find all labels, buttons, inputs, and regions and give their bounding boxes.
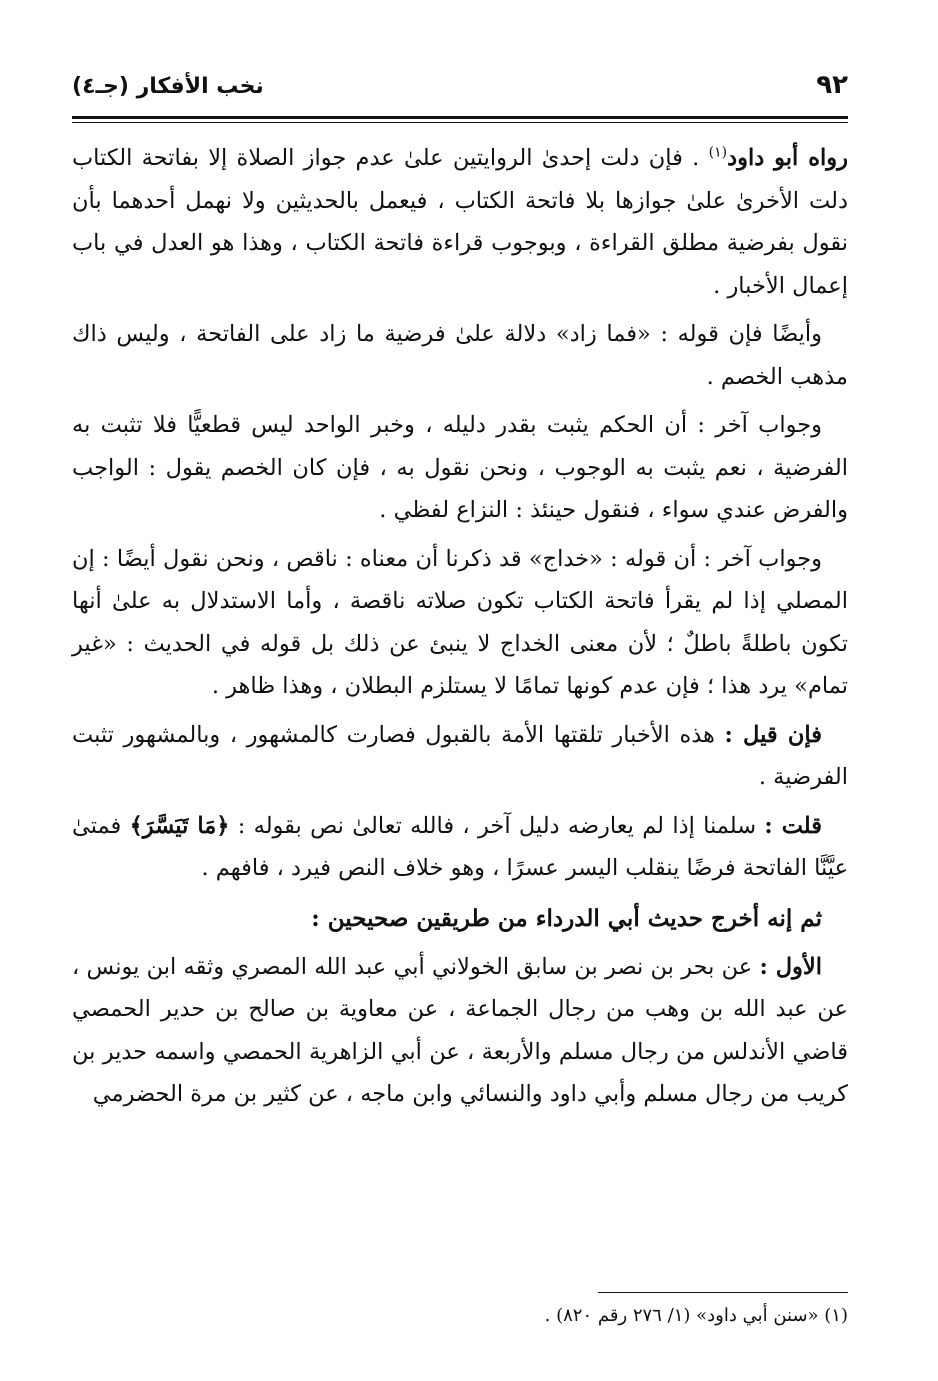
running-header <box>72 70 848 110</box>
paragraph-3: وجواب آخر : أن الحكم يثبت بقدر دليله ، وخبر الواحد ليس قطعيًّا فلا تثبت به الفرضية ، نعم يثبت به الوجوب ، ونحن نقول به ، فإن كان الخصم يقول : الواجب والفرض عندي سواء ، فنقول حينئذ : النزاع لفظي . <box>72 412 848 523</box>
quran-quote: ﴿مَا تَيَسَّرَ﴾ <box>129 812 230 839</box>
paragraph-5-text: هذه الأخبار تلقتها الأمة بالقبول فصارت كالمشهور ، وبالمشهور تثبت الفرضية . <box>72 721 848 790</box>
header-rule-thin <box>72 122 848 123</box>
paragraph-6 <box>72 805 848 890</box>
footnote-reference: (١) <box>708 144 728 161</box>
footnotes <box>72 1302 848 1330</box>
paragraph-1-lead: رواه أبو داود <box>727 145 848 171</box>
paragraph-5 <box>72 714 848 799</box>
paragraph-7-lead: الأول : <box>759 953 823 980</box>
book-page <box>72 70 848 1360</box>
footnote-separator <box>598 1292 848 1293</box>
page-number: ٩٢ <box>816 70 848 100</box>
book-title: نخب الأفكار (جـ٤) <box>72 74 264 99</box>
paragraph-5-lead: فإن قيل : <box>724 721 822 748</box>
paragraph-1 <box>72 137 848 307</box>
paragraph-6-text-before: سلمنا إذا لم يعارضه دليل آخر ، فالله تعالىٰ نص بقوله : <box>229 812 765 839</box>
paragraph-7-text: عن بحر بن نصر بن سابق الخولاني أبي عبد الله المصري وثقه ابن يونس ، عن عبد الله بن وهب من رجال الجماعة ، عن معاوية بن صالح بن حدير الحمصي قاضي الأندلس من رجال مسلم والأربعة ، عن أبي الزاهرية الحمصي واسمه حدير بن كريب من رجال مسلم وأبي داود والنسائي وابن ماجه ، عن كثير بن مرة الحضرمي <box>72 953 848 1107</box>
paragraph-1-text: . فإن دلت إحدىٰ الروايتين علىٰ عدم جواز الصلاة إلا بفاتحة الكتاب دلت الأخرىٰ علىٰ جوازها بلا فاتحة الكتاب ، فيعمل بالحديثين ولا نهمل أحدهما بأن نقول بفرضية مطلق القراءة ، وبوجوب قراءة فاتحة الكتاب ، وهذا هو العدل في باب إعمال الأخبار . <box>72 145 848 299</box>
header-rule-thick <box>72 116 848 119</box>
paragraph-2: وأيضًا فإن قوله : «فما زاد» دلالة علىٰ فرضية ما زاد على الفاتحة ، وليس ذاك مذهب الخصم . <box>72 321 848 390</box>
footnote-1: (١) «سنن أبي داود» (١/ ٢٧٦ رقم ٨٢٠) . <box>544 1305 848 1326</box>
paragraph-6-lead: قلت : <box>764 812 823 839</box>
paragraph-6-text-after: فمتىٰ عيَّنَّا الفاتحة فرضًا ينقلب اليسر عسرًا ، وهو خلاف النص فيرد ، فافهم . <box>72 812 848 881</box>
body-text <box>72 137 848 1116</box>
section-heading: ثم إنه أخرج حديث أبي الدرداء من طريقين صحيحين : <box>311 904 822 932</box>
paragraph-4: وجواب آخر : أن قوله : «خداج» قد ذكرنا أن معناه : ناقص ، ونحن نقول أيضًا : إن المصلي إذا لم يقرأ فاتحة الكتاب تكون صلاته ناقصة ، وأما الاستدلال به علىٰ أنها تكون باطلةً باطلٌ ؛ لأن معنى الخداج لا ينبئ عن ذلك بل قوله في الحديث : «غير تمام» يرد هذا ؛ فإن عدم كونها تمامًا لا يستلزم البطلان ، وهذا ظاهر . <box>72 545 848 699</box>
paragraph-7 <box>72 946 848 1116</box>
